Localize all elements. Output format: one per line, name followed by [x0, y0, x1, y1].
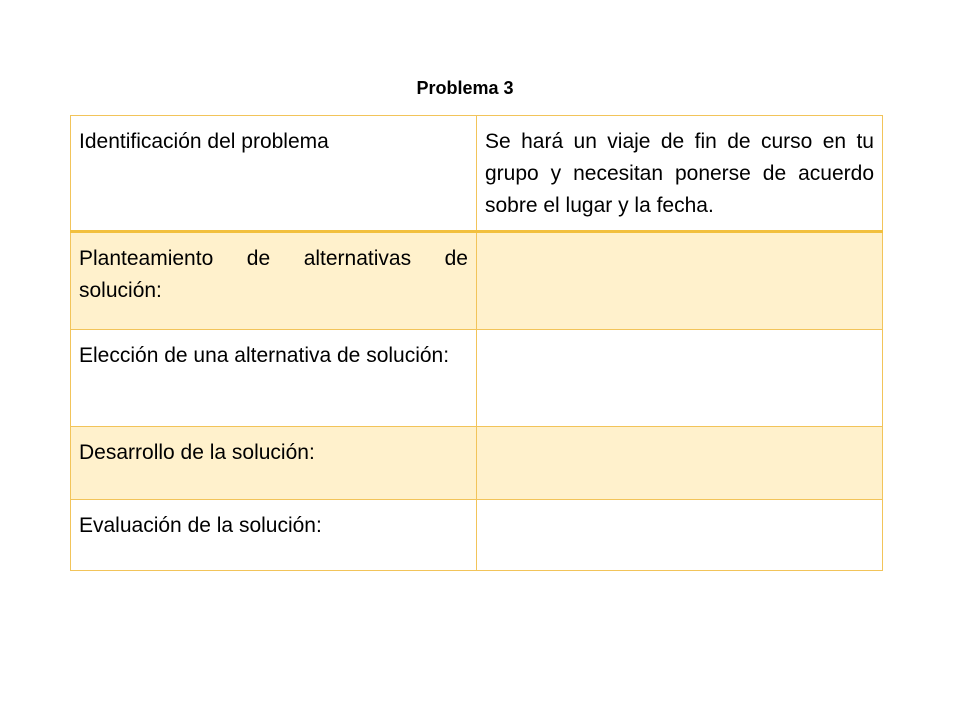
row-label-desarrollo: Desarrollo de la solución: [71, 427, 477, 500]
row-value-evaluacion[interactable] [477, 500, 883, 571]
row-label-evaluacion: Evaluación de la solución: [71, 500, 477, 571]
row-label-identificacion: Identificación del problema [71, 116, 477, 232]
row-label-eleccion: Elección de una alternativa de solución: [71, 330, 477, 427]
problem-table [70, 115, 883, 571]
row-label-planteamiento: Planteamiento de alternativas de solución: [71, 232, 477, 330]
row-value-identificacion: Se hará un viaje de fin de curso en tu grupo y necesitan ponerse de acuerdo sobre el lugar y la fecha. [477, 116, 883, 232]
table-row [71, 427, 883, 500]
table-row [71, 116, 883, 232]
table-row [71, 232, 883, 330]
table-row [71, 330, 883, 427]
table-row [71, 500, 883, 571]
row-value-desarrollo[interactable] [477, 427, 883, 500]
row-value-eleccion[interactable] [477, 330, 883, 427]
row-value-planteamiento[interactable] [477, 232, 883, 330]
page-title: Problema 3 [416, 78, 514, 98]
